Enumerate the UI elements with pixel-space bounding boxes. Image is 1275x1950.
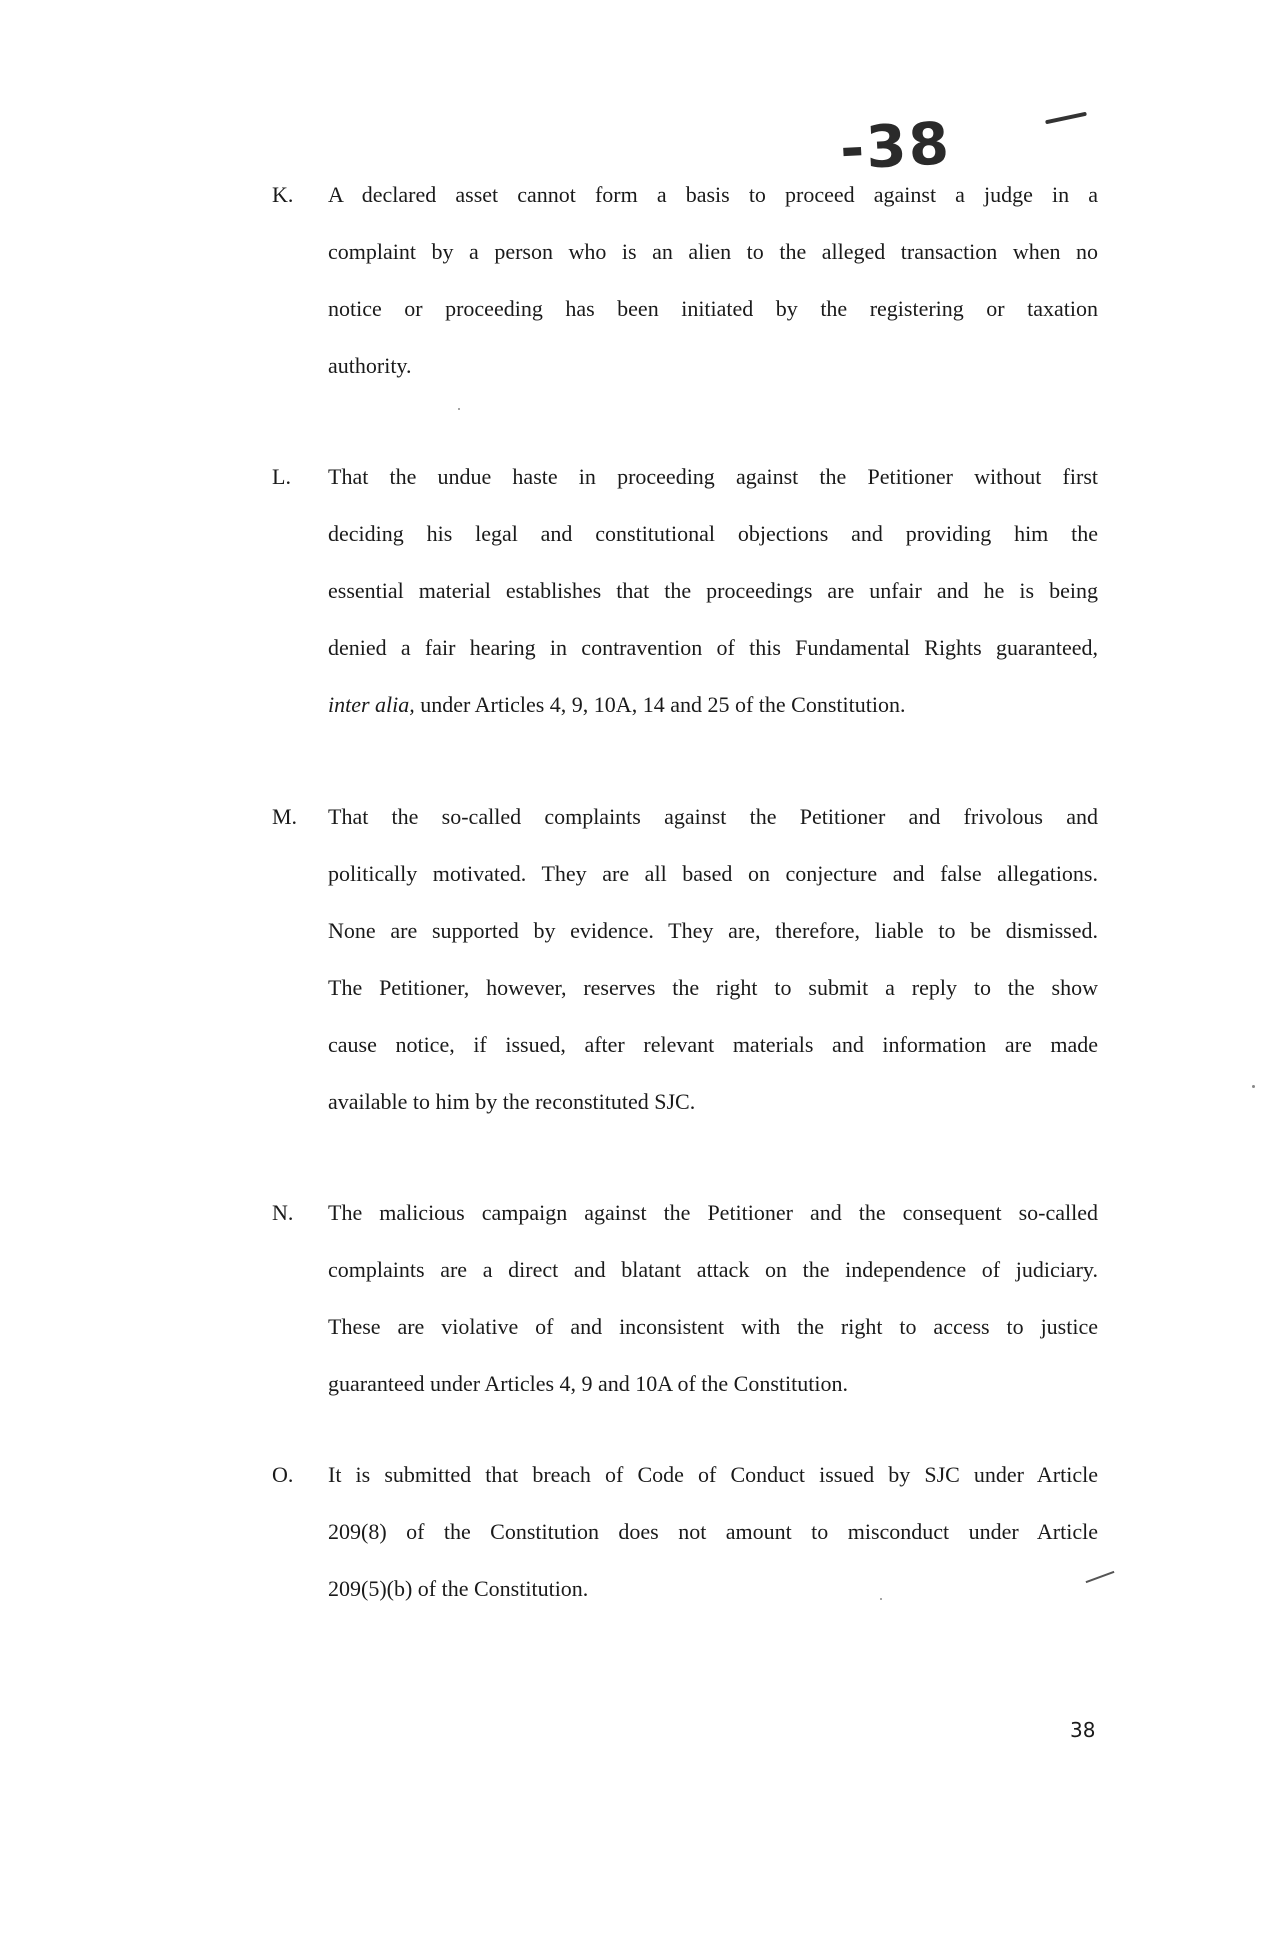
paragraph-line: deciding his legal and constitutional objections and providing him the <box>328 521 1098 546</box>
paragraph-text <box>328 166 1098 394</box>
paragraph-line: That the undue haste in proceeding against the Petitioner without first <box>328 464 1098 489</box>
paragraph-line: It is submitted that breach of Code of Conduct issued by SJC under Article <box>328 1462 1098 1487</box>
paragraph-line: essential material establishes that the proceedings are unfair and he is being <box>328 578 1098 603</box>
italic-phrase: inter alia, <box>328 692 415 717</box>
paragraph-line: politically motivated. They are all based on conjecture and false allegations. <box>328 861 1098 886</box>
paragraph-line: authority. <box>328 353 412 378</box>
paragraph-text <box>328 1446 1098 1617</box>
paragraph-label: O. <box>272 1462 294 1487</box>
scan-speck <box>880 1598 882 1600</box>
paragraph-line: 209(5)(b) of the Constitution. <box>328 1576 589 1601</box>
paragraph-line: These are violative of and inconsistent with the right to access to justice <box>328 1314 1098 1339</box>
paragraph-line: That the so-called complaints against the Petitioner and frivolous and <box>328 804 1098 829</box>
paragraph-line: denied a fair hearing in contravention of this Fundamental Rights guaranteed, <box>328 635 1098 660</box>
paragraph-line: complaint by a person who is an alien to the alleged transaction when no <box>328 239 1098 264</box>
paragraph-line: A declared asset cannot form a basis to proceed against a judge in a <box>328 182 1098 207</box>
paragraph-line: 209(8) of the Constitution does not amount to misconduct under Article <box>328 1519 1098 1544</box>
scan-speck <box>458 408 460 410</box>
paragraph-label: M. <box>272 804 298 829</box>
handwritten-dash-mark <box>1045 112 1087 125</box>
paragraph-label: K. <box>272 182 294 207</box>
paragraph-line: available to him by the reconstituted SJC. <box>328 1089 696 1114</box>
paragraph-line: The Petitioner, however, reserves the right to submit a reply to the show <box>328 975 1098 1000</box>
paragraph-label: L. <box>272 464 291 489</box>
paragraph-text <box>328 788 1098 1130</box>
paragraph-line: complaints are a direct and blatant attack on the independence of judiciary. <box>328 1257 1098 1282</box>
paragraph-line <box>328 676 1098 733</box>
paragraph-line: The malicious campaign against the Petitioner and the consequent so-called <box>328 1200 1098 1225</box>
paragraph-line: None are supported by evidence. They are, therefore, liable to be dismissed. <box>328 918 1098 943</box>
paragraph-text <box>328 1184 1098 1412</box>
paragraph-line: notice or proceeding has been initiated by the registering or taxation <box>328 296 1098 321</box>
paragraph-line-rest: under Articles 4, 9, 10A, 14 and 25 of the Constitution. <box>414 692 906 717</box>
paragraph-line: guaranteed under Articles 4, 9 and 10A of the Constitution. <box>328 1371 848 1396</box>
paragraph-text <box>328 448 1098 733</box>
paragraph-label: N. <box>272 1200 294 1225</box>
scan-speck <box>1252 1085 1255 1088</box>
handwritten-page-mark: -38 <box>838 109 953 183</box>
paragraph-line: cause notice, if issued, after relevant materials and information are made <box>328 1032 1098 1057</box>
page-number: 38 <box>1070 1718 1096 1742</box>
